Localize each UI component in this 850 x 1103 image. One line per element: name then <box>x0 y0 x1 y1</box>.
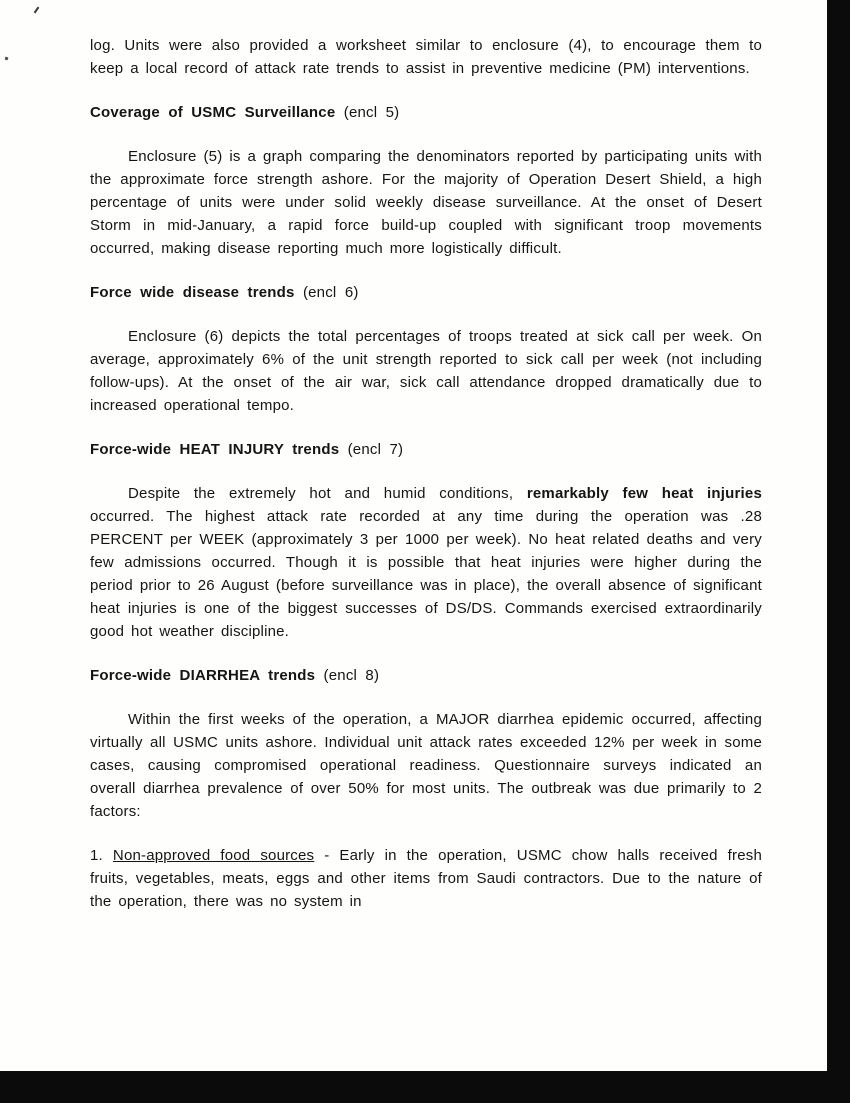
section-heading-diarrhea <box>90 664 762 687</box>
heading-encl-ref: (encl 6) <box>294 284 359 301</box>
scan-artifact-mark <box>34 7 40 14</box>
section-heading-heat-injury <box>90 438 762 461</box>
list-item-title-underlined: Non-approved food sources <box>112 847 315 864</box>
paragraph-diarrhea-body: Within the first weeks of the operation, a MAJOR diarrhea epidemic occurred, affecting virtually all USMC units ashore. Individual unit attack rates exceeded 12% per week in some cases, causing compromised operational readiness. Questionnaire surveys indicated an overall diarrhea prevalence of over 50% for most units. The outbreak was due primarily to 2 factors: <box>90 711 762 820</box>
scan-border-bottom <box>0 1071 850 1103</box>
body-text: Despite the extremely hot and humid conditions, <box>128 485 527 502</box>
paragraph-heat-injury-body <box>90 482 762 643</box>
heading-text: Force-wide HEAT INJURY trends <box>90 441 340 458</box>
body-text: occurred. The highest attack rate recorded at any time during the operation was .28 PERCENT per WEEK (approximately 3 per 1000 per week). No heat related deaths and very few admissions occurred. Though it is possible that heat injuries were higher during the period prior to 26 August (before surveillance was in place), the overall absence of significant heat injuries is one of the biggest successes of DS/DS. Commands exercised extraordinarily good hot weather discipline. <box>90 508 762 640</box>
scan-border-right <box>827 0 850 1103</box>
section-heading-disease-trends <box>90 281 762 304</box>
page-content <box>90 34 762 913</box>
list-item-number: 1. <box>90 847 113 864</box>
heading-encl-ref: (encl 7) <box>339 441 404 458</box>
heading-text: Coverage of USMC Surveillance <box>90 104 336 121</box>
heading-encl-ref: (encl 8) <box>315 667 380 684</box>
paragraph-food-sources <box>90 844 762 913</box>
section-heading-coverage <box>90 101 762 124</box>
paragraph-coverage-body: Enclosure (5) is a graph comparing the denominators reported by participating units with the approximate force strength ashore. For the majority of Operation Desert Shield, a high percentage of units were under solid weekly disease surveillance. At the onset of Desert Storm in mid-January, a rapid force build-up coupled with significant troop movements occurred, making disease reporting much more logistically difficult. <box>90 148 762 257</box>
body-text-bold: remarkably few heat injuries <box>526 485 762 502</box>
heading-encl-ref: (encl 5) <box>335 104 400 121</box>
scan-artifact-mark <box>5 57 9 61</box>
heading-text: Force wide disease trends <box>90 284 295 301</box>
paragraph-continuation: log. Units were also provided a worksheet similar to enclosure (4), to encourage them to keep a local record of attack rate trends to assist in preventive medicine (PM) interventions. <box>90 37 762 77</box>
heading-text: Force-wide DIARRHEA trends <box>90 667 316 684</box>
paragraph-disease-trends-body: Enclosure (6) depicts the total percentages of troops treated at sick call per week. On average, approximately 6% of the unit strength reported to sick call per week (not including follow-ups). At the onset of the air war, sick call attendance dropped dramatically due to increased operational tempo. <box>90 328 762 414</box>
body-text: - Early in the operation, USMC chow halls received fresh fruits, vegetables, meats, eggs and other items from Saudi contractors. Due to the nature of the operation, there was no system in <box>90 847 762 910</box>
